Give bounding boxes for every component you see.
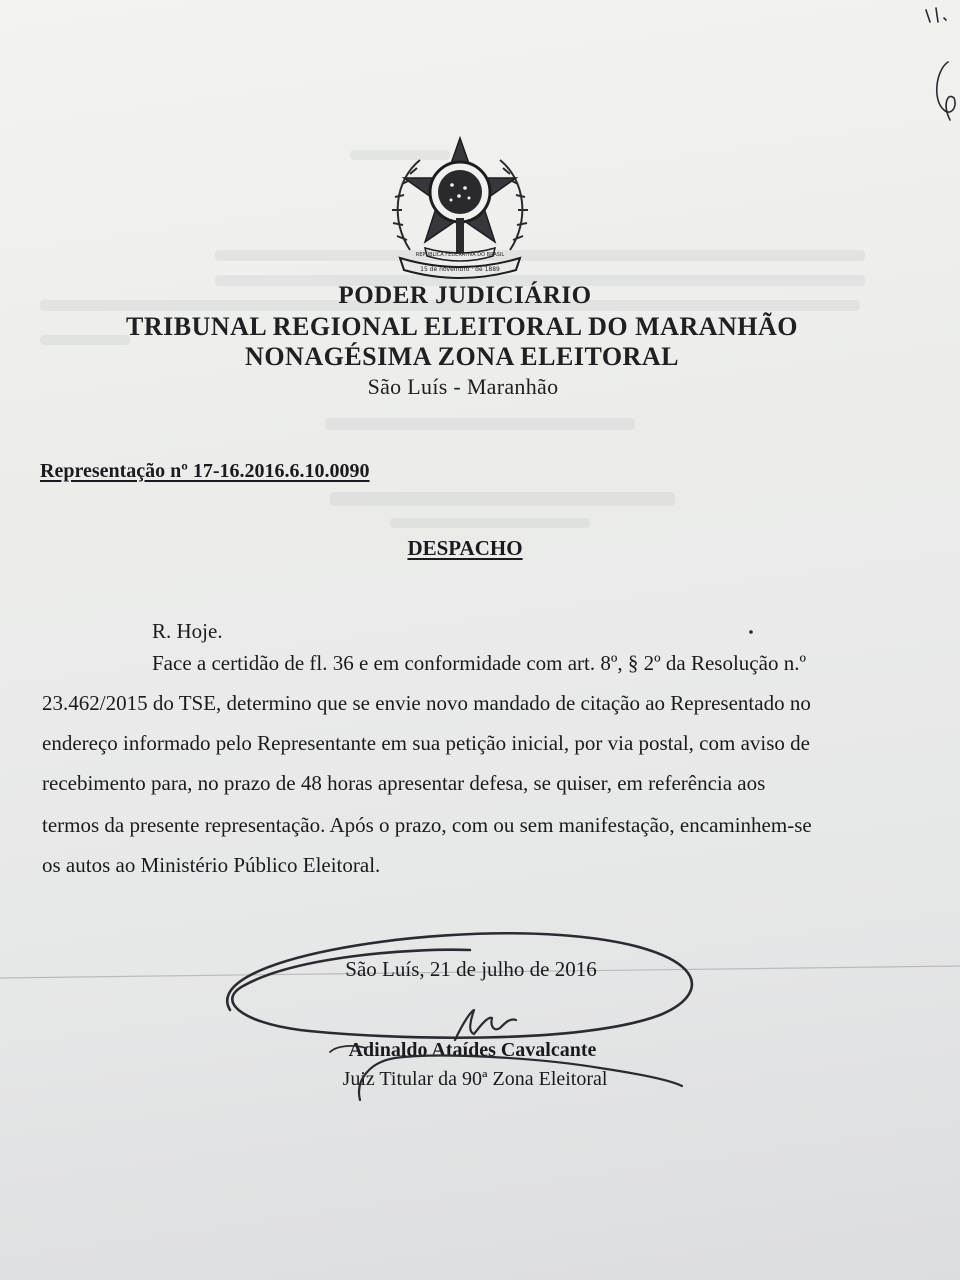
- order-text-line: recebimento para, no prazo de 48 horas apresentar defesa, se quiser, em referência aos: [42, 771, 766, 795]
- order-text-line: os autos ao Ministério Público Eleitoral.: [42, 853, 381, 877]
- order-text-line: Face a certidão de fl. 36 e em conformidade com art. 8º, § 2º da Resolução n.º: [152, 651, 806, 675]
- header-court: TRIBUNAL REGIONAL ELEITORAL DO MARANHÃO: [125, 312, 799, 341]
- order-text-line: termos da presente representação. Após o prazo, com ou sem manifestação, encaminhem-se: [42, 813, 812, 837]
- signer-name: Adinaldo Ataídes Cavalcante: [348, 1039, 597, 1061]
- signature-flourish: [455, 1010, 516, 1040]
- case-reference: Representação nº 17-16.2016.6.10.0090: [40, 460, 370, 482]
- header-zone: NONAGÉSIMA ZONA ELEITORAL: [245, 342, 679, 371]
- header-location: São Luís - Maranhão: [367, 374, 559, 399]
- order-text-line: 23.462/2015 do TSE, determino que se envie novo mandado de citação ao Representado no: [42, 691, 811, 715]
- document-type-title: DESPACHO: [407, 536, 523, 560]
- header-institution: PODER JUDICIÁRIO: [338, 282, 592, 309]
- date-place-line: São Luís, 21 de julho de 2016: [345, 957, 597, 981]
- margin-note: [926, 8, 946, 22]
- order-opening: R. Hoje.: [152, 619, 223, 643]
- svg-text:REPÚBLICA FEDERATIVA DO BRASIL: REPÚBLICA FEDERATIVA DO BRASIL: [415, 252, 505, 258]
- margin-note: [937, 62, 955, 120]
- signer-role: Juiz Titular da 90ª Zona Eleitoral: [342, 1068, 608, 1090]
- ink-dot: [749, 630, 753, 634]
- svg-text:15 de novembro · de 1889: 15 de novembro · de 1889: [420, 266, 500, 273]
- order-text-line: endereço informado pelo Representante em sua petição inicial, por via postal, com aviso de: [42, 731, 810, 755]
- coat-of-arms-icon: [385, 130, 535, 280]
